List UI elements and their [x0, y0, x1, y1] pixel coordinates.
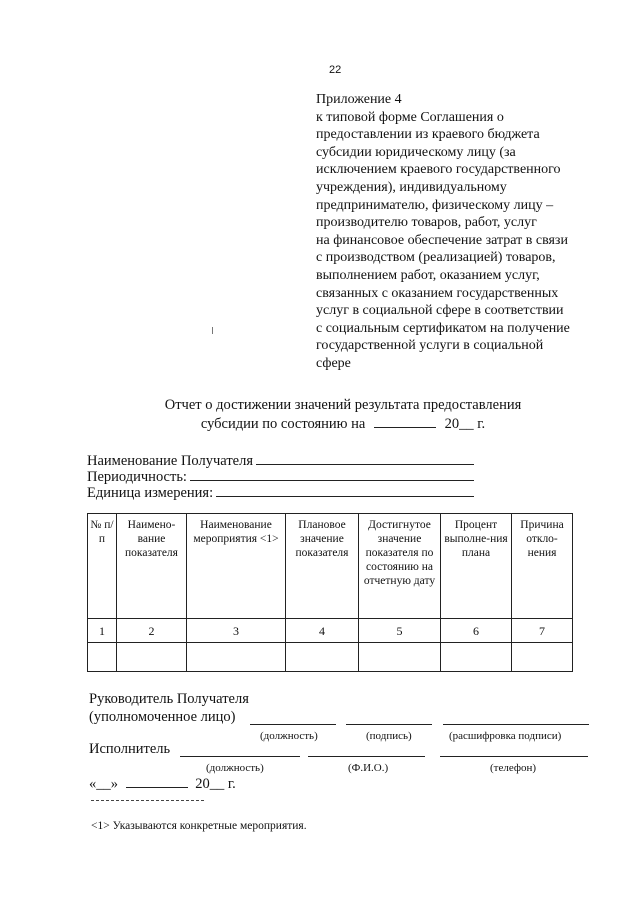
appendix-line: с социальным сертификатом на получение: [316, 320, 570, 336]
report-date-blank[interactable]: [374, 414, 436, 428]
appendix-header: [316, 91, 616, 373]
table-cell[interactable]: [512, 643, 573, 672]
header-cell-event: Наименование мероприятия <1>: [187, 514, 286, 619]
appendix-line: учреждения), индивидуальному: [316, 179, 507, 195]
head-signature-caption: (подпись): [366, 730, 412, 742]
head-decode-line[interactable]: [443, 724, 589, 725]
header-cell-achieved: Достигнутое значение показателя по состоянию на отчетную дату: [359, 514, 441, 619]
report-date-prefix: субсидии по состоянию на: [200, 416, 366, 432]
report-title-line2: [100, 414, 586, 433]
page-number: 22: [329, 64, 342, 76]
report-title: [100, 397, 586, 433]
table-cell[interactable]: [117, 643, 187, 672]
executor-name-caption: (Ф.И.О.): [348, 762, 389, 774]
appendix-line: услуг в социальной сфере в соответствии: [316, 303, 564, 319]
date-row: [89, 774, 236, 793]
head-decode-caption: (расшифровка подписи): [449, 730, 562, 742]
head-label-line2: (уполномоченное лицо): [89, 709, 236, 725]
header-cell-indicator: Наимено-вание показателя: [117, 514, 187, 619]
report-table: [87, 513, 573, 672]
column-number: 1: [88, 619, 117, 643]
footnote-divider: [91, 800, 204, 801]
header-cell-planned: Плановое значение показателя: [286, 514, 359, 619]
periodicity-label: Периодичность:: [87, 469, 187, 485]
table-cell[interactable]: [286, 643, 359, 672]
column-number: 5: [359, 619, 441, 643]
appendix-line: выполнением работ, оказанием услуг,: [316, 267, 540, 283]
head-position-caption: (должность): [260, 730, 318, 742]
executor-label: Исполнитель: [89, 741, 171, 757]
header-cell-percent: Процент выполне-ния плана: [441, 514, 512, 619]
unit-field: [87, 483, 474, 502]
table-cell[interactable]: [441, 643, 512, 672]
appendix-line: исключением краевого государственного: [316, 162, 561, 178]
executor-position-line[interactable]: [180, 756, 300, 757]
recipient-blank[interactable]: [256, 451, 474, 465]
head-label-line1: Руководитель Получателя: [89, 691, 249, 707]
header-cell-reason: Причина откло-нения: [512, 514, 573, 619]
periodicity-blank[interactable]: [190, 467, 474, 481]
table-row: [88, 643, 573, 672]
head-position-line[interactable]: [250, 724, 336, 725]
appendix-line: производителю товаров, работ, услуг: [316, 215, 537, 231]
executor-name-line[interactable]: [308, 756, 425, 757]
scan-mark: [212, 327, 213, 334]
column-number: 2: [117, 619, 187, 643]
footnote: <1> Указываются конкретные мероприятия.: [91, 820, 307, 832]
appendix-line: на финансовое обеспечение затрат в связи: [316, 232, 568, 248]
date-month-blank[interactable]: [126, 774, 188, 788]
appendix-line: к типовой форме Соглашения о: [316, 109, 504, 125]
unit-label: Единица измерения:: [87, 485, 214, 501]
table-number-row: [88, 619, 573, 643]
header-cell-number: № п/п: [88, 514, 117, 619]
table-cell[interactable]: [88, 643, 117, 672]
appendix-line: связанных с оказанием государственных: [316, 285, 559, 301]
date-year: 20__ г.: [195, 776, 236, 792]
executor-position-caption: (должность): [206, 762, 264, 774]
head-signature-line[interactable]: [346, 724, 432, 725]
appendix-line: государственной услуги в социальной: [316, 338, 544, 354]
appendix-line: предоставлении из краевого бюджета: [316, 127, 540, 143]
appendix-line: предпринимателю, физическому лицу –: [316, 197, 554, 213]
report-date-year: 20__ г.: [444, 416, 486, 432]
column-number: 7: [512, 619, 573, 643]
appendix-line: сфере: [316, 355, 351, 371]
executor-phone-caption: (телефон): [490, 762, 537, 774]
appendix-line: Приложение 4: [316, 92, 402, 107]
table-header-row: [88, 514, 573, 619]
appendix-line: с производством (реализацией) товаров,: [316, 250, 556, 266]
table-cell[interactable]: [359, 643, 441, 672]
column-number: 3: [187, 619, 286, 643]
recipient-label: Наименование Получателя: [87, 453, 254, 469]
report-title-line1: Отчет о достижении значений результата предоставления: [164, 397, 522, 413]
date-day: «__»: [89, 776, 118, 792]
table-cell[interactable]: [187, 643, 286, 672]
unit-blank[interactable]: [216, 483, 474, 497]
executor-phone-line[interactable]: [440, 756, 588, 757]
column-number: 4: [286, 619, 359, 643]
appendix-line: субсидии юридическому лицу (за: [316, 144, 516, 160]
column-number: 6: [441, 619, 512, 643]
